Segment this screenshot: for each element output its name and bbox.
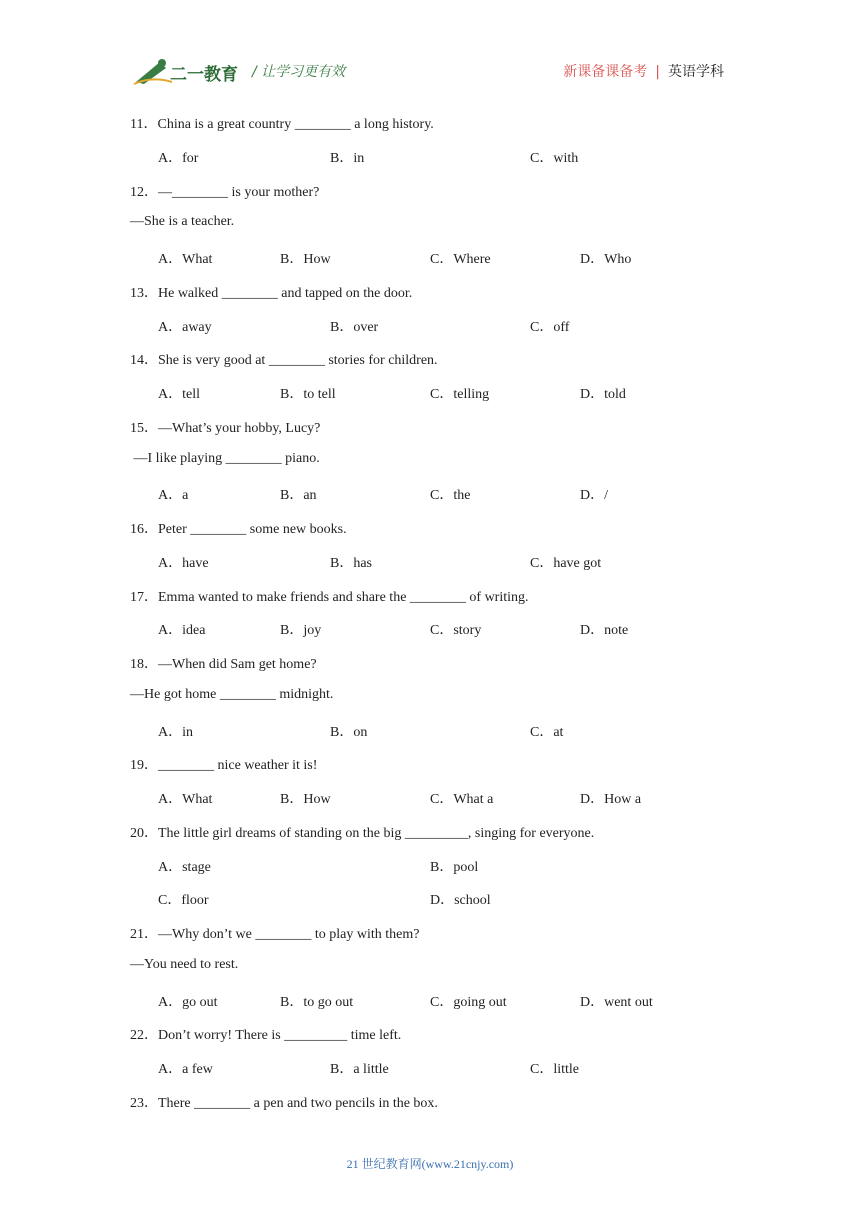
answer-option: D．Who (580, 252, 632, 267)
answer-option: C．telling (430, 387, 490, 402)
question-stem: 12．—________ is your mother? (130, 184, 320, 200)
question-line: —I like playing ________ piano. (130, 450, 320, 466)
question-line: —She is a teacher. (130, 214, 235, 230)
answer-option: C．story (430, 623, 482, 639)
answer-option: A．What (158, 252, 213, 267)
answer-option: B．How (280, 792, 331, 807)
header-separator: | (655, 64, 660, 80)
answer-option: D．note (580, 623, 629, 639)
question-stem: 21．—Why don’t we ________ to play with them? (130, 927, 420, 942)
question-stem: 15．—What’s your hobby, Lucy? (130, 420, 321, 436)
answer-option: C．with (530, 150, 579, 166)
page-footer: 21 世纪教育网(www.21cnjy.com) (346, 1157, 514, 1171)
answer-option: C．at (530, 724, 564, 740)
header-right (563, 61, 724, 81)
answer-option: A．What (158, 792, 213, 807)
slogan: / 让学习更有效 (252, 64, 346, 80)
answer-option: C．going out (430, 994, 507, 1010)
answer-option: C．little (530, 1062, 579, 1077)
answer-option: C．Where (430, 252, 491, 267)
question-line: —He got home ________ midnight. (130, 686, 334, 702)
answer-option: B．pool (430, 859, 479, 875)
answer-option: B．an (280, 488, 317, 504)
answer-option: A．go out (158, 994, 218, 1010)
answer-option: B．How (280, 252, 331, 267)
question-stem: 14．She is very good at ________ stories for children. (130, 353, 438, 369)
question-stem: 19．________ nice weather it is! (130, 758, 318, 774)
question-line: —You need to rest. (130, 956, 239, 972)
answer-option: D．/ (580, 488, 608, 504)
answer-option: A．in (158, 724, 193, 740)
question-stem: 23．There ________ a pen and two pencils in the box. (130, 1095, 438, 1111)
question-stem: 20．The little girl dreams of standing on the big _________, singing for everyone. (130, 825, 595, 841)
answer-option: A．idea (158, 623, 206, 639)
answer-option: A．for (158, 150, 199, 166)
answer-option: A．have (158, 555, 209, 571)
header-subject: 英语学科 (668, 64, 724, 80)
answer-option: C．have got (530, 555, 602, 571)
question-stem: 17．Emma wanted to make friends and share the ________ of writing. (130, 589, 529, 605)
logo-icon (132, 56, 242, 88)
question-stem: 18．—When did Sam get home? (130, 657, 317, 672)
answer-option: A．a few (158, 1062, 213, 1077)
answer-option: B．to tell (280, 387, 336, 402)
question-stem: 22．Don’t worry! There is _________ time left. (130, 1028, 402, 1044)
answer-option: A．a (158, 488, 189, 504)
answer-option: A．away (158, 319, 212, 335)
question-stem: 13．He walked ________ and tapped on the door. (130, 285, 413, 301)
answer-option: D．How a (580, 792, 642, 807)
answer-option: B．over (330, 319, 379, 335)
answer-option: C．off (530, 319, 570, 335)
answer-option: A．tell (158, 387, 200, 402)
answer-option: A．stage (158, 859, 211, 875)
question-stem: 16．Peter ________ some new books. (130, 522, 347, 537)
answer-option: B．to go out (280, 994, 354, 1010)
answer-option: D．told (580, 387, 626, 402)
question-stem: 11．China is a great country ________ a long history. (130, 117, 434, 132)
answer-option: B．on (330, 724, 368, 740)
answer-option: D．went out (580, 994, 653, 1010)
answer-option: B．in (330, 150, 365, 166)
header-tagline: 新课备课备考 (563, 64, 648, 80)
answer-option: B．a little (330, 1062, 389, 1077)
answer-option: C．floor (158, 893, 209, 909)
answer-option: B．joy (280, 623, 322, 639)
page-header (0, 0, 860, 100)
answer-option: C．the (430, 488, 471, 504)
answer-option: C．What a (430, 792, 494, 807)
answer-option: B．has (330, 555, 372, 571)
answer-option: D．school (430, 893, 491, 909)
logo-text: 二一教育 (170, 65, 238, 85)
